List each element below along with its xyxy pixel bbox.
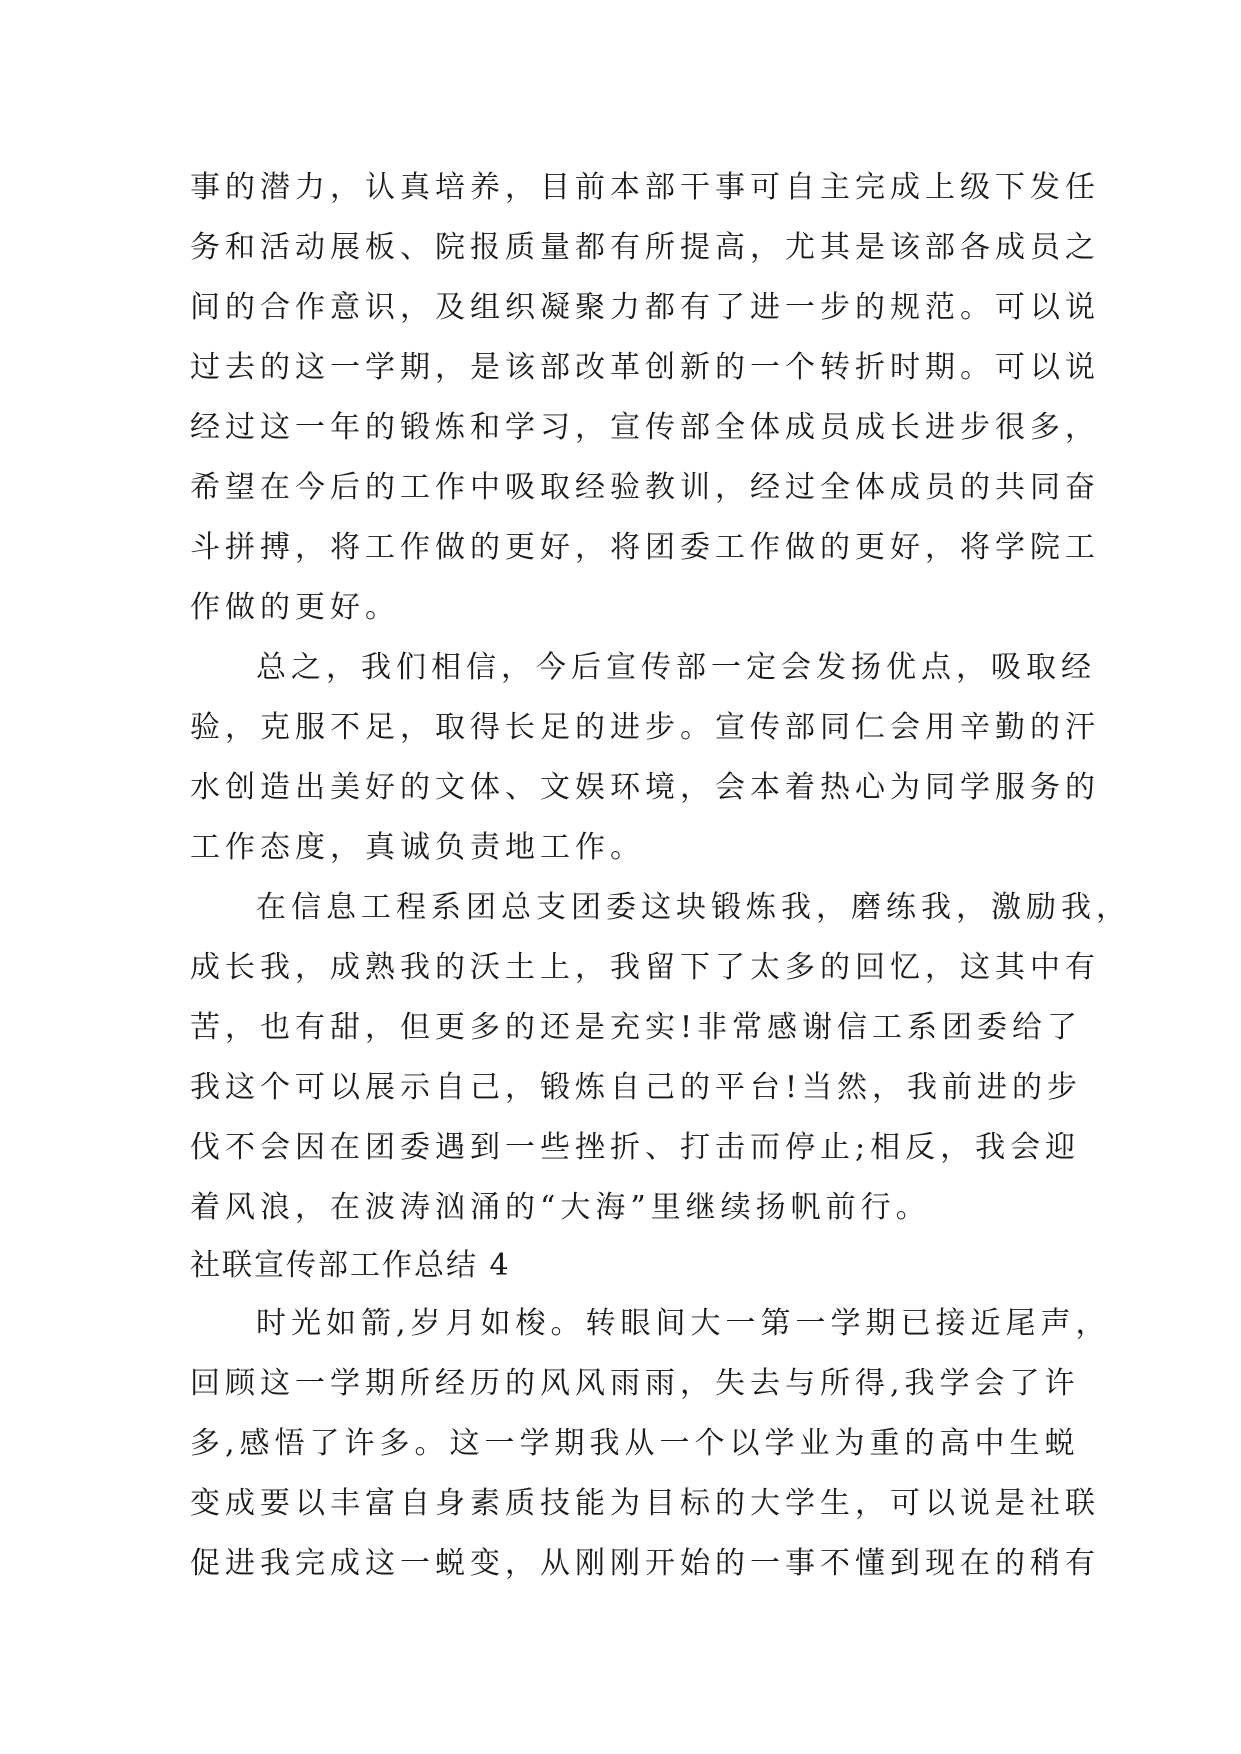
paragraph-line: 总之，我们相信，今后宣传部一定会发扬优点，吸取经 (256, 650, 1096, 685)
paragraph-line: 苦，也有甜，但更多的还是充实!非常感谢信工系团委给了 (190, 1010, 1083, 1045)
paragraph-line: 间的合作意识，及组织凝聚力都有了进一步的规范。可以说 (190, 290, 1100, 325)
section-title: 社联宣传部工作总结 4 (190, 1248, 511, 1283)
document-body (190, 158, 1131, 1594)
paragraph-line: 回顾这一学期所经历的风风雨雨，失去与所得,我学会了许 (190, 1366, 1080, 1401)
paragraph-line: 验，克服不足，取得长足的进步。宣传部同仁会用辛勤的汗 (190, 710, 1100, 745)
paragraph-line: 水创造出美好的文体、文娱环境，会本着热心为同学服务的 (190, 770, 1100, 805)
paragraph-line: 务和活动展板、院报质量都有所提高，尤其是该部各成员之 (190, 230, 1100, 265)
paragraph-line: 促进我完成这一蜕变，从刚刚开始的一事不懂到现在的稍有 (190, 1546, 1100, 1581)
paragraph-line: 在信息工程系团总支团委这块锻炼我，磨练我，激励我， (256, 890, 1131, 925)
paragraph-line: 过去的这一学期，是该部改革创新的一个转折时期。可以说 (190, 350, 1100, 385)
paragraph-line: 伐不会因在团委遇到一些挫折、打击而停止;相反，我会迎 (190, 1130, 1081, 1165)
paragraph-line: 变成要以丰富自身素质技能为目标的大学生，可以说是社联 (190, 1486, 1100, 1521)
paragraph-line: 经过这一年的锻炼和学习，宣传部全体成员成长进步很多， (190, 410, 1100, 445)
paragraph-line: 斗拼搏，将工作做的更好，将团委工作做的更好，将学院工 (190, 530, 1100, 565)
paragraph-line: 时光如箭,岁月如梭。转眼间大一第一学期已接近尾声， (256, 1306, 1111, 1341)
paragraph-line: 我这个可以展示自己，锻炼自己的平台!当然，我前进的步 (190, 1070, 1083, 1105)
paragraph-line: 成长我，成熟我的沃土上，我留下了太多的回忆，这其中有 (190, 950, 1100, 985)
paragraph-line: 工作态度，真诚负责地工作。 (190, 830, 645, 865)
paragraph-line: 作做的更好。 (190, 590, 400, 625)
paragraph-line: 多,感悟了许多。这一学期我从一个以学业为重的高中生蜕 (190, 1426, 1080, 1461)
paragraph-line: 希望在今后的工作中吸取经验教训，经过全体成员的共同奋 (190, 470, 1100, 505)
paragraph-line: 事的潜力，认真培养，目前本部干事可自主完成上级下发任 (190, 170, 1100, 205)
paragraph-line: 着风浪，在波涛汹涌的“大海”里继续扬帆前行。 (190, 1190, 931, 1225)
